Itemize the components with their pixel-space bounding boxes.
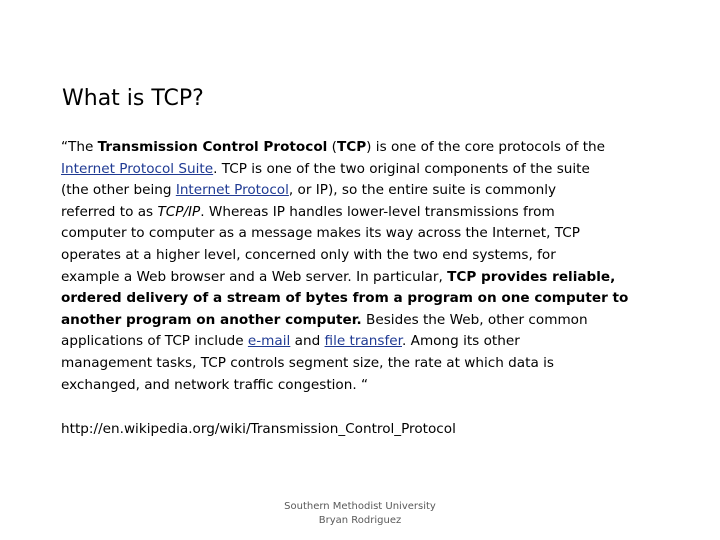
text-run: (the other being — [61, 182, 176, 199]
source-url: http://en.wikipedia.org/wiki/Transmission_Control_Protocol — [61, 421, 456, 437]
quote-line — [61, 137, 661, 159]
quote-paragraph — [61, 137, 661, 396]
text-run: example a Web browser and a Web server. In particular, — [61, 268, 448, 285]
bold-term: Transmission Control Protocol — [97, 139, 328, 155]
bold-phrase: another program on another computer. — [61, 311, 362, 328]
text-run: Besides the Web, other common — [361, 311, 588, 328]
quote-line: operates at a higher level, concerned only with the two end systems, for — [61, 246, 556, 263]
quote-line — [61, 180, 661, 202]
slide-footer — [240, 500, 480, 528]
bold-phrase: TCP provides reliable, — [447, 268, 616, 285]
internet-protocol-link[interactable]: Internet Protocol — [175, 182, 289, 199]
bold-phrase: ordered delivery of a stream of bytes from a program on one computer to — [61, 290, 629, 307]
footer-institution: Southern Methodist University — [284, 501, 436, 512]
bold-term: TCP — [336, 139, 367, 155]
quote-line — [61, 310, 661, 332]
text-run: ) is one of the core protocols of the — [366, 139, 605, 155]
italic-term: TCP/IP — [157, 203, 201, 220]
text-run: “The — [61, 139, 98, 155]
quote-line — [61, 331, 661, 353]
email-link[interactable]: e-mail — [247, 333, 291, 350]
internet-protocol-suite-link[interactable]: Internet Protocol Suite — [61, 160, 214, 177]
text-run: . TCP is one of the two original components of the suite — [213, 160, 590, 177]
quote-line: exchanged, and network traffic congestion. “ — [61, 376, 369, 393]
quote-line — [61, 267, 661, 289]
text-run: . Among its other — [402, 333, 520, 350]
quote-line — [61, 288, 661, 310]
text-run: ( — [327, 139, 337, 155]
text-run: . Whereas IP handles lower-level transmissions from — [200, 203, 555, 220]
quote-line — [61, 159, 661, 181]
text-run: and — [290, 333, 325, 350]
text-run: applications of TCP include — [61, 333, 248, 350]
text-run: , or IP), so the entire suite is commonly — [288, 182, 557, 199]
quote-line: management tasks, TCP controls segment size, the rate at which data is — [61, 354, 554, 371]
text-run: referred to as — [61, 203, 158, 220]
quote-line: computer to computer as a message makes its way across the Internet, TCP — [61, 225, 580, 242]
quote-line — [61, 202, 661, 224]
footer-author: Bryan Rodriguez — [318, 515, 402, 526]
slide-title: What is TCP? — [62, 86, 204, 111]
file-transfer-link[interactable]: file transfer — [324, 333, 402, 350]
